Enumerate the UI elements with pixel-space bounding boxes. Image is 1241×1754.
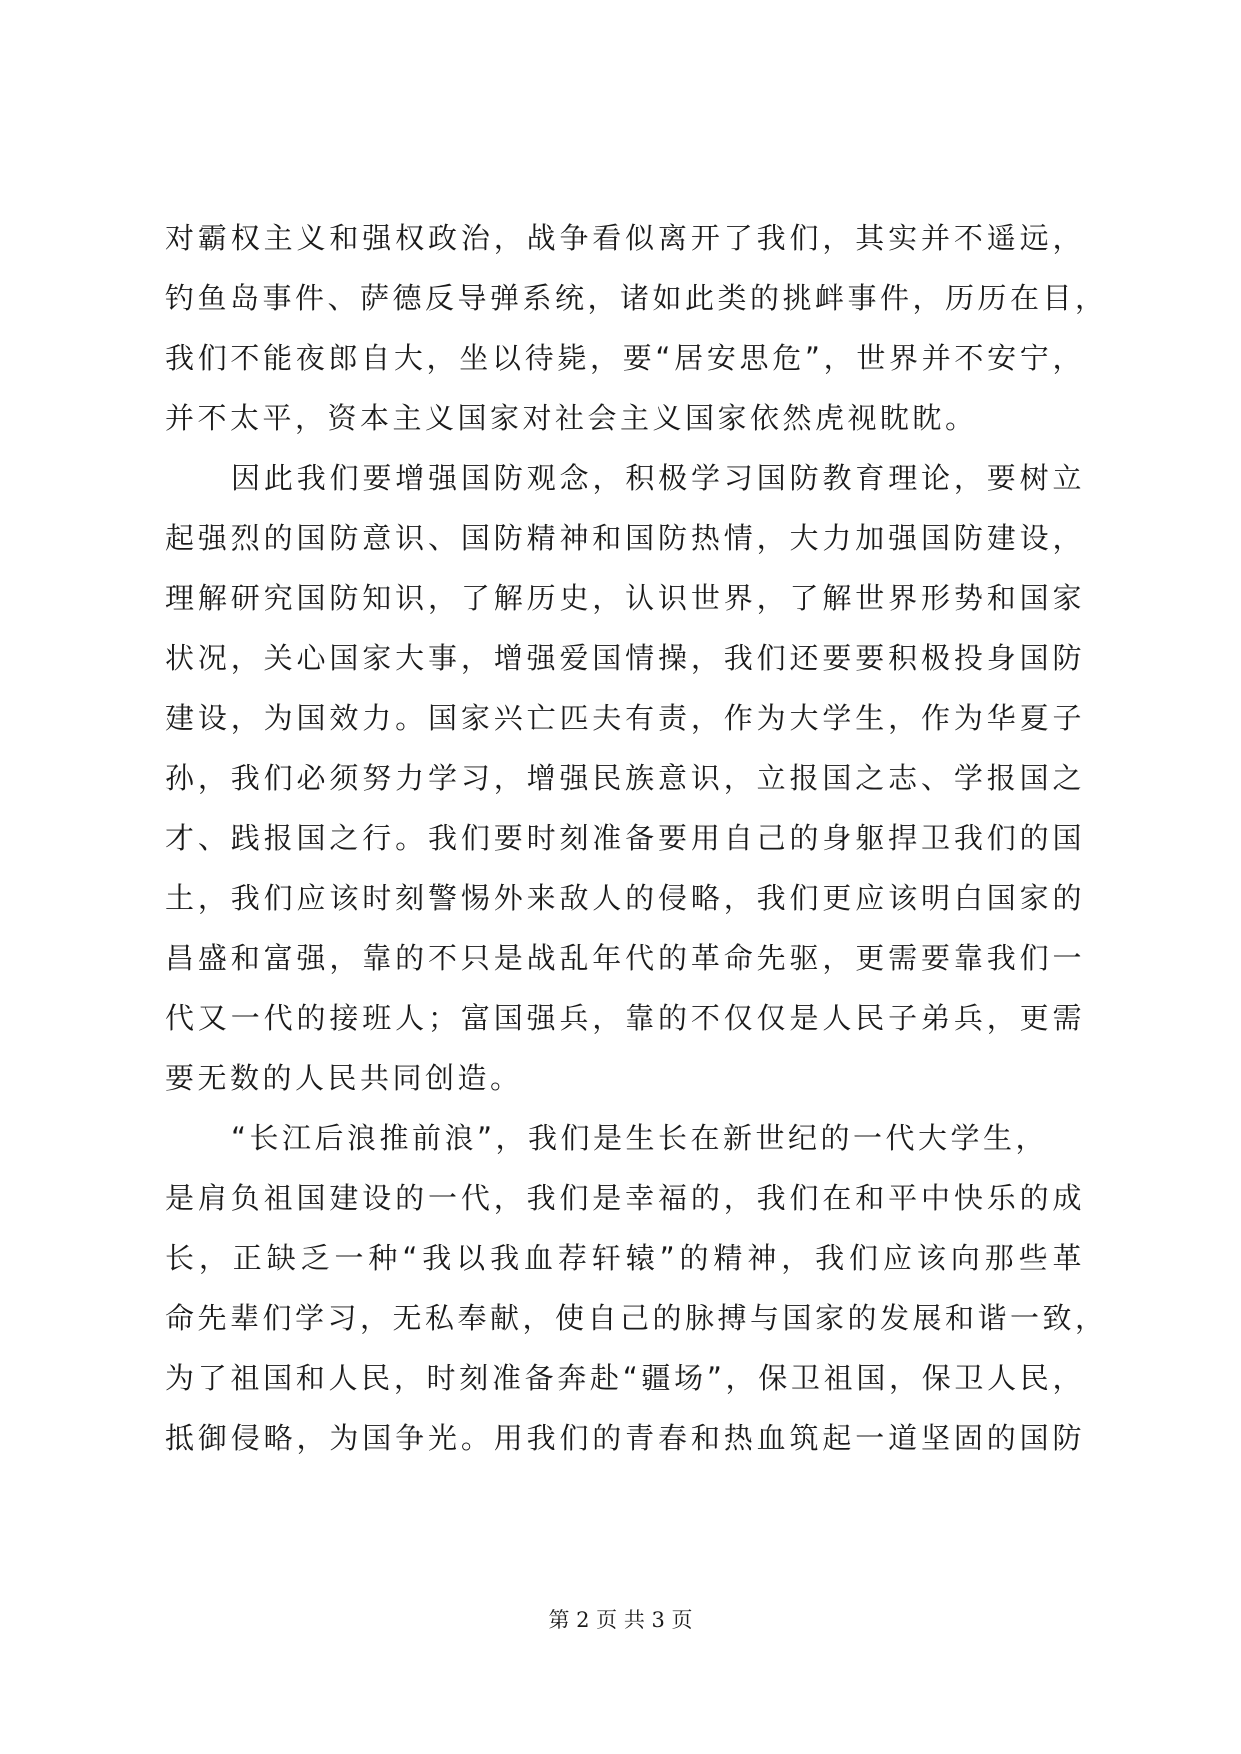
text-line: 对霸权主义和强权政治，战争看似离开了我们，其实并不遥远， (165, 221, 1085, 255)
text-line: 才、践报国之行。我们要时刻准备要用自己的身躯捍卫我们的国 (165, 821, 1085, 855)
text-line: 抵御侵略，为国争光。用我们的青春和热血筑起一道坚固的国防 (165, 1421, 1085, 1455)
page-number-footer: 第 2 页 共 3 页 (548, 1608, 693, 1632)
text-line: 命先辈们学习，无私奉献，使自己的脉搏与国家的发展和谐一致， (165, 1301, 1108, 1335)
document-body (165, 208, 1108, 1468)
text-line: 起强烈的国防意识、国防精神和国防热情，大力加强国防建设， (165, 521, 1085, 555)
text-line: 长，正缺乏一种“我以我血荐轩辕”的精神，我们应该向那些革 (165, 1241, 1085, 1275)
text-line: 孙，我们必须努力学习，增强民族意识，立报国之志、学报国之 (165, 761, 1085, 795)
text-line: 钓鱼岛事件、萨德反导弹系统，诸如此类的挑衅事件，历历在目， (165, 281, 1108, 315)
paragraph-first-line: 因此我们要增强国防观念，积极学习国防教育理论，要树立 (231, 461, 1085, 495)
text-line: 代又一代的接班人；富国强兵，靠的不仅仅是人民子弟兵，更需 (165, 1001, 1085, 1035)
text-line: 并不太平，资本主义国家对社会主义国家依然虎视眈眈。 (165, 401, 978, 435)
text-line: 昌盛和富强，靠的不只是战乱年代的革命先驱，更需要靠我们一 (165, 941, 1085, 975)
text-line: 我们不能夜郎自大，坐以待毙，要“居安思危”，世界并不安宁， (165, 341, 1085, 375)
text-line: 土，我们应该时刻警惕外来敌人的侵略，我们更应该明白国家的 (165, 881, 1085, 915)
text-line: 为了祖国和人民，时刻准备奔赴“疆场”，保卫祖国，保卫人民， (165, 1361, 1085, 1395)
text-line: 要无数的人民共同创造。 (165, 1061, 523, 1095)
text-line: 建设，为国效力。国家兴亡匹夫有责，作为大学生，作为华夏子 (165, 701, 1085, 735)
text-line: 状况，关心国家大事，增强爱国情操，我们还要要积极投身国防 (165, 641, 1085, 675)
text-line: 是肩负祖国建设的一代，我们是幸福的，我们在和平中快乐的成 (165, 1181, 1085, 1215)
text-line: 理解研究国防知识，了解历史，认识世界，了解世界形势和国家 (165, 581, 1085, 615)
paragraph-first-line: “长江后浪推前浪”，我们是生长在新世纪的一代大学生， (231, 1121, 1049, 1155)
